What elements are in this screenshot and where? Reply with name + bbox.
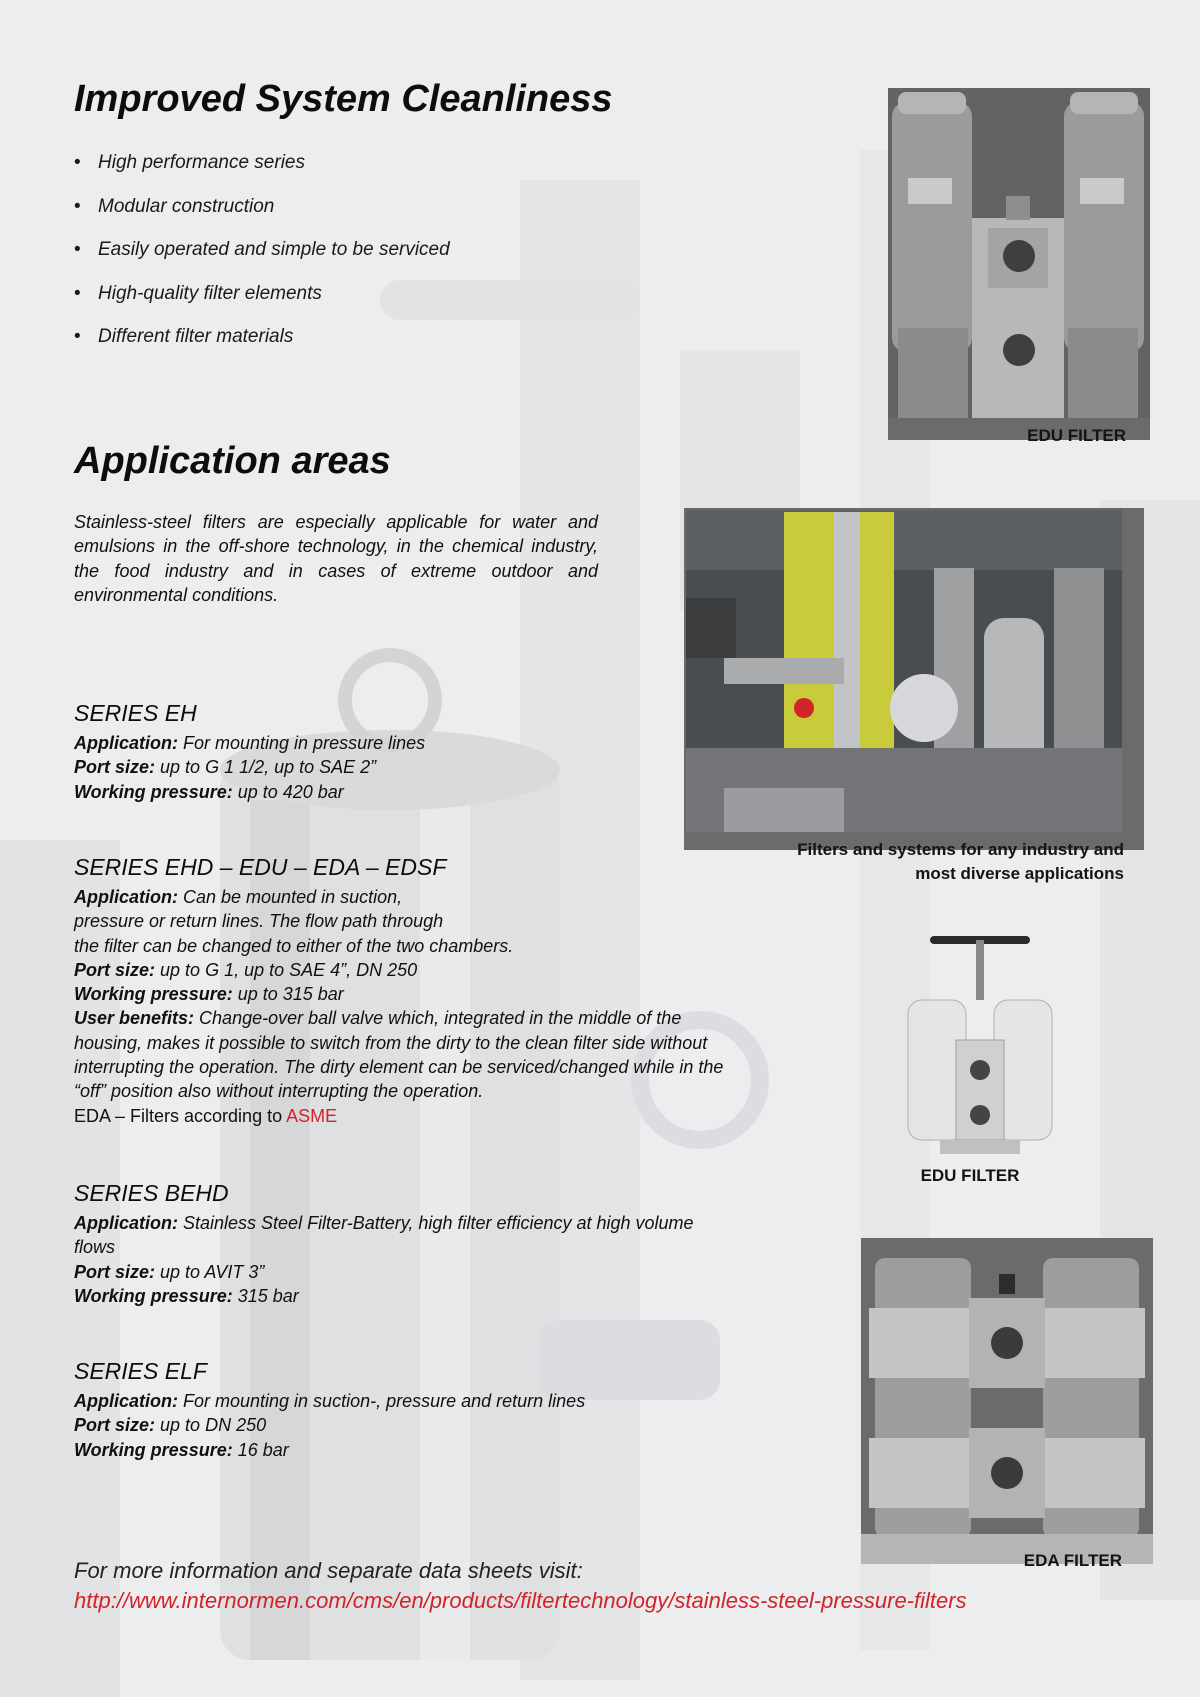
edu-filter-mid-caption: EDU FILTER [920,1166,1020,1185]
value: For mounting in pressure lines [178,733,426,753]
series-ehd [74,854,723,1128]
value: up to AVIT 3” [155,1261,265,1282]
series-eh [74,700,425,804]
value: EDA – Filters according to [74,1105,287,1126]
value: up to 315 bar [232,984,344,1005]
value: Can be mounted in suction, [178,887,403,907]
list-item: • High performance series [74,152,450,196]
systems-photo [684,508,1144,850]
edu-filter-white-photo [900,930,1060,1160]
label: Working pressure: [74,1439,233,1460]
label: Application: [74,1213,178,1233]
eda-filter-caption: EDA FILTER [1023,1551,1122,1570]
systems-caption [680,838,1124,886]
value: interrupting the operation. The dirty element can be serviced/changed while in the [74,1057,724,1078]
series-behd [74,1180,694,1308]
value: Stainless Steel Filter-Battery, high filter efficiency at high volume [178,1213,694,1233]
value: flows [74,1237,116,1258]
more-info-url[interactable]: http://www.internormen.com/cms/en/products/filtertechnology/stainless-steel-pressure-filters [74,1588,967,1613]
series-title: SERIES EHD – EDU – EDA – EDSF [74,854,447,880]
value: “off” position also without interrupting the operation. [74,1081,484,1102]
label: Working pressure: [74,781,233,802]
label: User benefits: [74,1008,195,1029]
series-title: SERIES EH [74,700,197,726]
feature-list [74,152,450,370]
label: Port size: [74,757,156,778]
value: pressure or return lines. The flow path through [74,911,444,932]
series-title: SERIES ELF [74,1358,207,1384]
list-item: • Modular construction [74,196,450,240]
value: 16 bar [232,1439,289,1460]
value: housing, makes it possible to switch from the dirty to the clean filter side without [74,1032,708,1053]
caption-line: most diverse applications [915,864,1124,883]
value: up to 420 bar [232,781,344,802]
label: Application: [74,1391,178,1411]
value: For mounting in suction-, pressure and return lines [178,1391,586,1411]
eda-filter-photo [861,1238,1153,1564]
asme-link[interactable]: ASME [286,1105,338,1126]
section-title-applications: Application areas [74,440,391,482]
section-title-cleanliness: Improved System Cleanliness [74,78,613,120]
series-title: SERIES BEHD [74,1180,229,1206]
label: Port size: [74,1415,156,1436]
more-info-text: For more information and separate data sheets visit: [74,1558,583,1583]
label: Port size: [74,959,156,980]
value: up to DN 250 [155,1415,267,1436]
edu-filter-photo [888,88,1150,440]
label: Working pressure: [74,1285,233,1306]
edu-filter-caption: EDU FILTER [1027,426,1126,445]
list-item: • Easily operated and simple to be serviced [74,239,450,283]
label: Application: [74,733,178,753]
label: Working pressure: [74,984,233,1005]
value: 315 bar [232,1285,299,1306]
series-elf [74,1358,585,1462]
value: the filter can be changed to either of the two chambers. [74,935,514,956]
applications-intro: Stainless-steel filters are especially applicable for water and emulsions in the off-shore technology, in the chemical industry, the food industry and in cases of extreme outdoor and environmental conditions. [74,512,598,605]
value: Change-over ball valve which, integrated in the middle of the [194,1008,682,1029]
list-item: • Different filter materials [74,326,450,370]
caption-line: Filters and systems for any industry and [797,840,1124,859]
value: up to G 1, up to SAE 4”, DN 250 [155,959,418,980]
value: up to G 1 1/2, up to SAE 2” [155,757,377,778]
list-item: • High-quality filter elements [74,283,450,327]
label: Port size: [74,1261,156,1282]
label: Application: [74,887,178,907]
